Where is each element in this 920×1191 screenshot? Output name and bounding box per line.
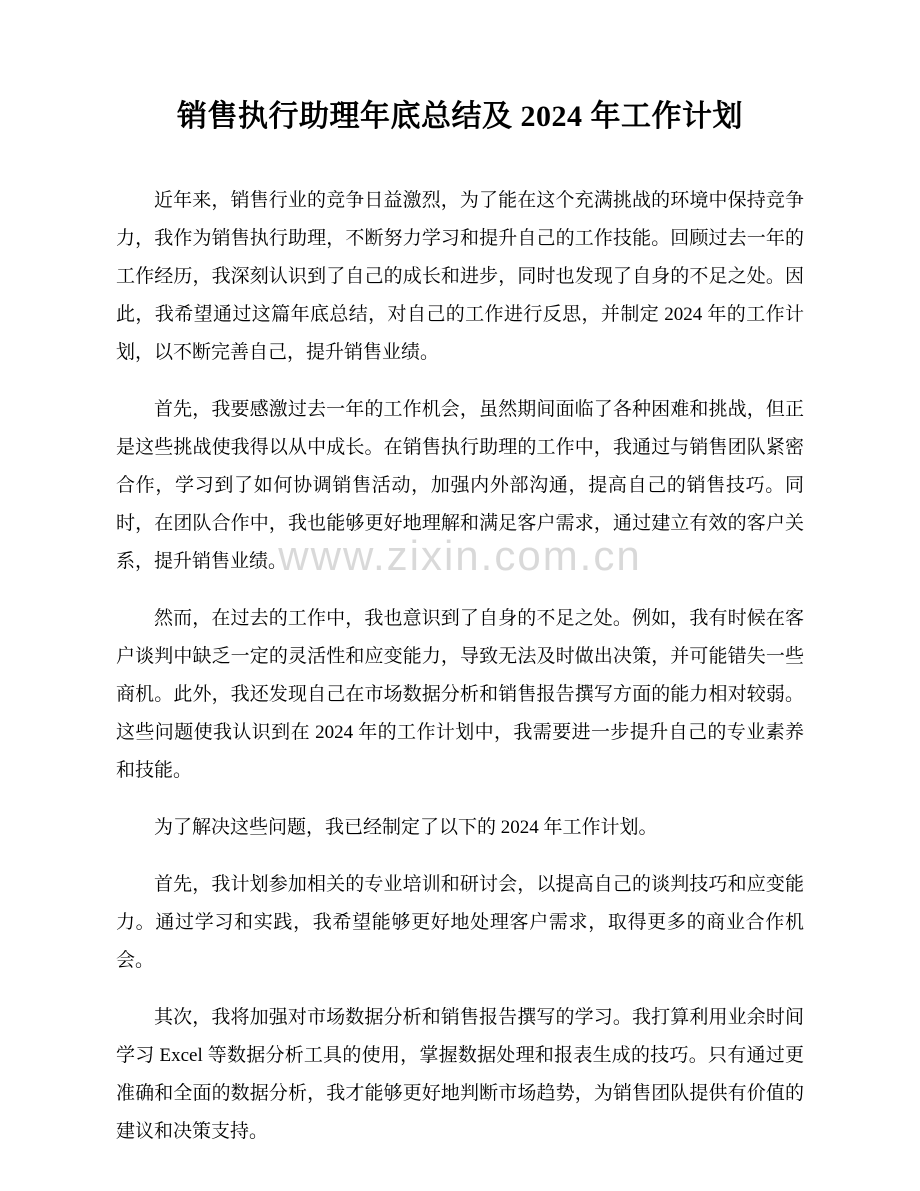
paragraph: 其次，我将加强对市场数据分析和销售报告撰写的学习。我打算利用业余时间学习 Excel 等数据分析工具的使用，掌握数据处理和报表生成的技巧。只有通过更准确和全面的数据分析，我才能够更好地判断市场趋势，为销售团队提供有价值的建议和决策支持。 bbox=[116, 1007, 804, 1142]
document-title: 销售执行助理年底总结及 2024 年工作计划 bbox=[177, 100, 743, 133]
watermark: www.zixin.com.cn bbox=[278, 532, 642, 579]
paragraph: 近年来，销售行业的竞争日益激烈，为了能在这个充满挑战的环境中保持竞争力，我作为销售执行助理，不断努力学习和提升自己的工作技能。回顾过去一年的工作经历，我深刻认识到了自己的成长和进步，同时也发现了自身的不足之处。因此，我希望通过这篇年底总结，对自己的工作进行反思，并制定 2024 年的工作计划，以不断完善自己，提升销售业绩。 bbox=[116, 190, 804, 363]
paragraph: 然而，在过去的工作中，我也意识到了自身的不足之处。例如，我有时候在客户谈判中缺乏一定的灵活性和应变能力，导致无法及时做出决策，并可能错失一些商机。此外，我还发现自己在市场数据分析和销售报告撰写方面的能力相对较弱。这些问题使我认识到在 2024 年的工作计划中，我需要进一步提升自己的专业素养和技能。 bbox=[116, 608, 804, 781]
paragraph: 为了解决这些问题，我已经制定了以下的 2024 年工作计划。 bbox=[154, 817, 658, 838]
paragraph: 首先，我计划参加相关的专业培训和研讨会，以提高自己的谈判技巧和应变能力。通过学习和实践，我希望能够更好地处理客户需求，取得更多的商业合作机会。 bbox=[116, 874, 804, 971]
paragraph: 首先，我要感激过去一年的工作机会，虽然期间面临了各种困难和挑战，但正是这些挑战使我得以从中成长。在销售执行助理的工作中，我通过与销售团队紧密合作，学习到了如何协调销售活动，加强内外部沟通，提高自己的销售技巧。同时，在团队合作中，我也能够更好地理解和满足客户需求，通过建立有效的客户关系，提升销售业绩。 bbox=[116, 399, 804, 572]
